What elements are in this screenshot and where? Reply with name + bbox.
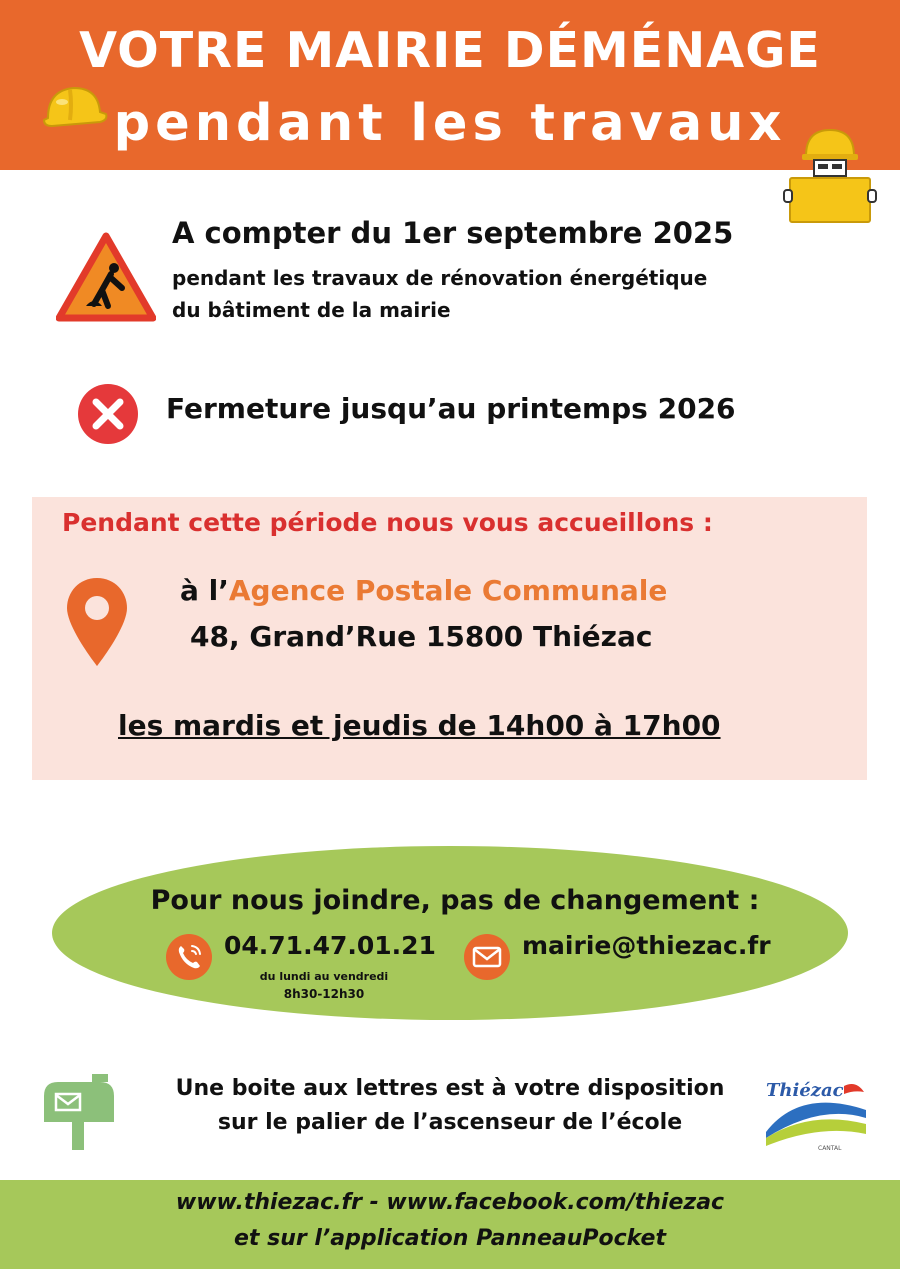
- start-date: A compter du 1er septembre 2025: [172, 216, 734, 250]
- contact-title: Pour nous joindre, pas de changement :: [150, 885, 760, 916]
- mailbox-icon: [38, 1072, 118, 1152]
- email-link[interactable]: mairie@thiezac.fr: [522, 931, 771, 960]
- roadwork-warning-icon: [56, 232, 156, 322]
- opening-hours: les mardis et jeudis de 14h00 à 17h00: [118, 709, 721, 742]
- phone-icon: [166, 934, 212, 980]
- start-details: [172, 262, 707, 326]
- start-details-line-1: pendant les travaux de rénovation énergétique: [172, 266, 708, 290]
- reception-title: Pendant cette période nous vous accueillons :: [62, 508, 713, 537]
- phone-hours: 8h30-12h30: [283, 987, 365, 1001]
- map-pin-icon: [64, 576, 130, 668]
- agency-line: [180, 574, 667, 607]
- close-circle-icon: [76, 382, 140, 446]
- page-subtitle: pendant les travaux: [113, 94, 787, 153]
- agency-prefix: à l’: [180, 574, 229, 607]
- footer-app-mention: et sur l’application PanneauPocket: [234, 1226, 666, 1251]
- agency-address: 48, Grand’Rue 15800 Thiézac: [190, 620, 653, 653]
- footer-links[interactable]: www.thiezac.fr - www.facebook.com/thiezac: [175, 1190, 725, 1215]
- phone-number[interactable]: 04.71.47.01.21: [224, 931, 436, 960]
- mailbox-line-1: Une boite aux lettres est à votre disposition: [175, 1076, 725, 1101]
- worker-reading-plans-icon: [780, 122, 880, 226]
- closure-notice: Fermeture jusqu’au printemps 2026: [166, 392, 736, 425]
- logo-name: Thiézac: [766, 1080, 844, 1101]
- phone-days: du lundi au vendredi: [259, 970, 389, 983]
- envelope-icon: [464, 934, 510, 980]
- agency-name: Agence Postale Communale: [228, 574, 668, 607]
- start-details-line-2: du bâtiment de la mairie: [172, 298, 451, 322]
- logo-region: CANTAL: [818, 1145, 842, 1152]
- page-title: VOTRE MAIRIE DÉMÉNAGE: [79, 22, 821, 79]
- hard-hat-icon: [40, 82, 110, 137]
- mailbox-line-2: sur le palier de l’ascenseur de l’école: [217, 1110, 683, 1135]
- mailbox-notice: [130, 1072, 770, 1140]
- thiezac-logo: [760, 1074, 872, 1152]
